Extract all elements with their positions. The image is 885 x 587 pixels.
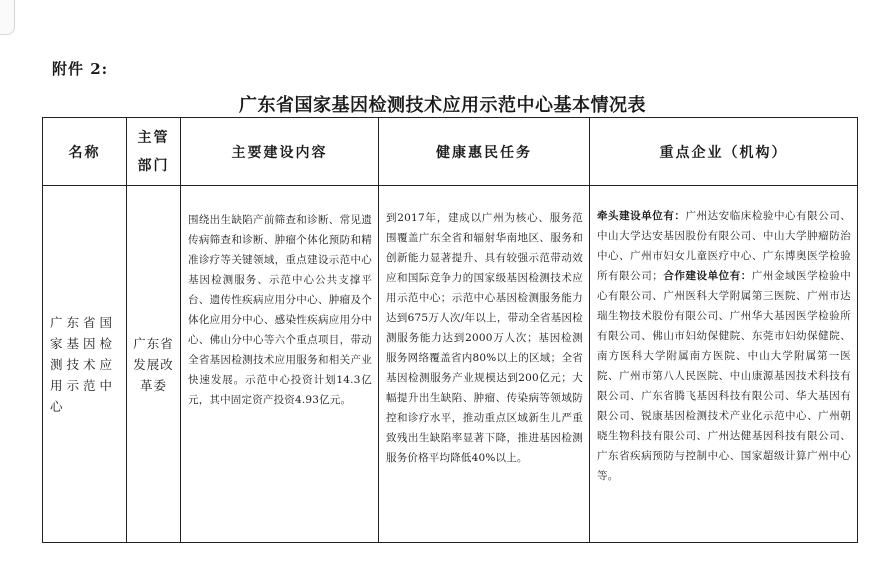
window-corner-tab xyxy=(0,0,15,35)
cell-dept: 广东省发展改革委 xyxy=(127,186,181,543)
table-row xyxy=(43,186,858,543)
table-header-row xyxy=(43,118,858,186)
lead-units-label: 牵头建设单位有： xyxy=(597,210,686,222)
lead-units-text: 广州达安临床检验中心有限公司、中山大学达安基因股份有限公司、中山大学肿瘤防治中心、广州市妇女儿童医疗中心、广东博奥医学检验所有限公司； xyxy=(597,210,852,282)
coop-units-text: 广州金域医学检验中心有限公司、广州医科大学附属第三医院、广州市达瑞生物技术股份有限公司、广州华大基因医学检验所有限公司、佛山市妇幼保健院、东莞市妇幼保健院、南方医科大学附属南方医院、中山大学附属第一医院、广州市第八人民医院、中山康源基因技术科技有限公司、广东省腾飞基因科技有限公司、华大基因有限公司、锐康基因检测技术产业化示范中心、广州朝晓生物科技有限公司、广州达健基因科技有限公司、广东省疾病预防与控制中心、国家超级计算广州中心等。 xyxy=(597,270,851,482)
cell-center-name: 广东省国家基因检测技术应用示范中心 xyxy=(43,186,127,543)
attachment-label: 附件 2: xyxy=(52,60,109,78)
document-title: 广东省国家基因检测技术应用示范中心基本情况表 xyxy=(239,95,646,116)
header-dept xyxy=(127,118,181,186)
header-dept-line1: 主管 xyxy=(137,129,170,146)
header-name: 名称 xyxy=(43,118,127,186)
cell-construction-content: 围绕出生缺陷产前筛查和诊断、常见遗传病筛查和诊断、肿瘤个体化预防和精准诊疗等关键领域，重点建设示范中心基因检测服务、示范中心公共支撑平台、遗传性疾病应用分中心、肿瘤及个体化应用分中心、感染性疾病应用分中心、佛山分中心等六个重点项目，带动全省基因检测技术应用服务和相关产业快速发展。示范中心投资计划14.3亿元，其中固定资产投资4.93亿元。 xyxy=(181,186,379,543)
header-enterprises: 重点企业（机构） xyxy=(590,118,858,186)
cell-key-enterprises xyxy=(590,186,858,543)
header-tasks: 健康惠民任务 xyxy=(379,118,590,186)
coop-units-label: 合作建设单位有： xyxy=(663,270,752,282)
info-table xyxy=(42,117,858,543)
header-content: 主要建设内容 xyxy=(181,118,379,186)
header-dept-line2: 部门 xyxy=(137,157,170,174)
cell-health-tasks: 到2017年，建成以广州为核心、服务范围覆盖广东全省和辐射华南地区、服务和创新能力显著提升、具有较强示范带动效应和国际竞争力的国家级基因检测技术应用示范中心；示范中心基因检测服务能力达到675万人次/年以上，带动全省基因检测服务能力达到2000万人次；基因检测服务网络覆盖省内80%以上的区域；全省基因检测服务产业规模达到200亿元；大幅提升出生缺陷、肿瘤、传染病等领域防控和诊疗水平，推动重点区域新生儿严重致残出生缺陷率显著下降，推进基因检测服务价格平均降低40%以上。 xyxy=(379,186,590,543)
